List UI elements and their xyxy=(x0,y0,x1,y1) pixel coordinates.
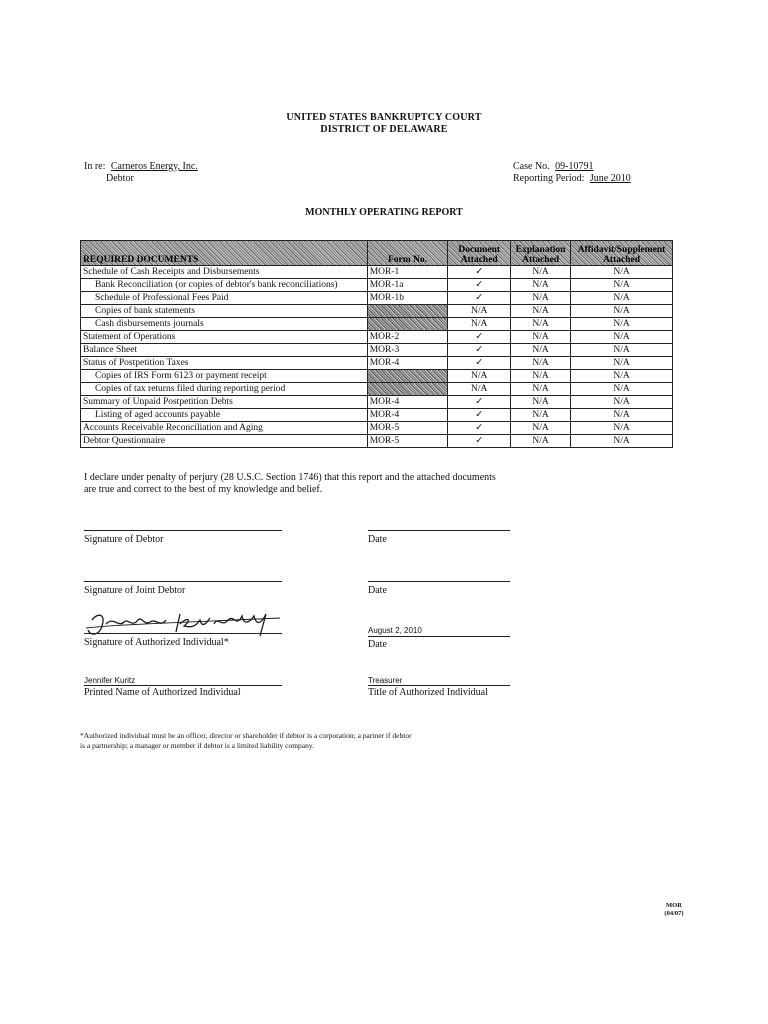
document-attached-cell: ✓ xyxy=(448,396,511,409)
header-document-attached: Document Attached xyxy=(448,241,511,266)
form-no-cell: MOR-3 xyxy=(367,344,448,357)
affidavit-attached-cell: N/A xyxy=(571,292,673,305)
document-name-cell: Copies of tax returns filed during reporting period xyxy=(81,383,368,396)
authorized-date-value: August 2, 2010 xyxy=(368,626,422,635)
reporting-period-value: June 2010 xyxy=(589,173,631,184)
document-attached-cell: ✓ xyxy=(448,292,511,305)
report-title: MONTHLY OPERATING REPORT xyxy=(305,207,463,218)
table-row xyxy=(81,266,673,279)
form-no-cell xyxy=(367,318,448,331)
document-name-cell: Bank Reconciliation (or copies of debtor's bank reconciliations) xyxy=(81,279,368,292)
declaration-line-1: I declare under penalty of perjury (28 U.S.C. Section 1746) that this report and the attached documents xyxy=(84,472,496,483)
printed-name-label: Printed Name of Authorized Individual xyxy=(84,687,241,698)
form-no-cell: MOR-4 xyxy=(367,396,448,409)
affidavit-attached-cell: N/A xyxy=(571,318,673,331)
document-attached-cell: ✓ xyxy=(448,279,511,292)
reporting-period-line xyxy=(513,173,639,185)
document-name-cell: Summary of Unpaid Postpetition Debts xyxy=(81,396,368,409)
joint-debtor-date-line xyxy=(368,581,510,582)
footnote-line-2: is a partnership; a manager or member if debtor is a limited liability company. xyxy=(80,741,315,750)
table-row xyxy=(81,305,673,318)
document-attached-cell: ✓ xyxy=(448,435,511,448)
form-no-cell: MOR-4 xyxy=(367,357,448,370)
in-re-line xyxy=(84,161,198,173)
table-row xyxy=(81,370,673,383)
table-row xyxy=(81,279,673,292)
table-row xyxy=(81,344,673,357)
authorized-date-label: Date xyxy=(368,639,387,650)
title-value: Treasurer xyxy=(368,676,403,685)
explanation-attached-cell: N/A xyxy=(511,305,571,318)
signature-of-authorized-individual-label: Signature of Authorized Individual* xyxy=(84,637,229,648)
authorized-signature-line xyxy=(84,633,282,634)
joint-debtor-signature-line xyxy=(84,581,282,582)
table-row xyxy=(81,318,673,331)
document-attached-cell: ✓ xyxy=(448,357,511,370)
affidavit-attached-cell: N/A xyxy=(571,383,673,396)
authorized-date-line xyxy=(368,636,510,637)
title-label: Title of Authorized Individual xyxy=(368,687,488,698)
document-name-cell: Status of Postpetition Taxes xyxy=(81,357,368,370)
document-name-cell: Copies of bank statements xyxy=(81,305,368,318)
document-name-cell: Listing of aged accounts payable xyxy=(81,409,368,422)
table-row xyxy=(81,435,673,448)
explanation-attached-cell: N/A xyxy=(511,409,571,422)
declaration-line-2: are true and correct to the best of my knowledge and belief. xyxy=(84,484,323,495)
court-district: DISTRICT OF DELAWARE xyxy=(320,124,448,135)
affidavit-attached-cell: N/A xyxy=(571,305,673,318)
signature-of-debtor-label: Signature of Debtor xyxy=(84,534,164,545)
case-number-line xyxy=(513,161,594,173)
document-attached-cell: ✓ xyxy=(448,409,511,422)
form-no-cell: MOR-1a xyxy=(367,279,448,292)
explanation-attached-cell: N/A xyxy=(511,383,571,396)
form-no-cell: MOR-4 xyxy=(367,409,448,422)
explanation-attached-cell: N/A xyxy=(511,370,571,383)
header-affidavit-attached: Affidavit/Supplement Attached xyxy=(571,241,673,266)
document-attached-cell: N/A xyxy=(448,318,511,331)
document-name-cell: Schedule of Professional Fees Paid xyxy=(81,292,368,305)
table-row xyxy=(81,383,673,396)
affidavit-attached-cell: N/A xyxy=(571,266,673,279)
affidavit-attached-cell: N/A xyxy=(571,396,673,409)
printed-name-value: Jennifer Kuritz xyxy=(84,676,136,685)
reporting-period-label: Reporting Period: xyxy=(513,173,585,184)
header-form-no: Form No. xyxy=(367,241,448,266)
document-name-cell: Balance Sheet xyxy=(81,344,368,357)
form-no-cell: MOR-2 xyxy=(367,331,448,344)
debtor-signature-line xyxy=(84,530,282,531)
affidavit-attached-cell: N/A xyxy=(571,422,673,435)
table-row xyxy=(81,396,673,409)
document-attached-cell: ✓ xyxy=(448,331,511,344)
affidavit-attached-cell: N/A xyxy=(571,370,673,383)
in-re-label: In re: xyxy=(84,161,106,172)
signature-of-joint-debtor-label: Signature of Joint Debtor xyxy=(84,585,186,596)
joint-debtor-date-label: Date xyxy=(368,585,387,596)
form-id: MOR (04/07) xyxy=(664,902,684,917)
title-line xyxy=(368,685,510,686)
header-explanation-attached: Explanation Attached xyxy=(511,241,571,266)
document-name-cell: Cash disbursements journals xyxy=(81,318,368,331)
form-no-cell xyxy=(367,383,448,396)
form-no-cell xyxy=(367,370,448,383)
required-documents-table xyxy=(80,240,673,448)
form-no-cell xyxy=(367,305,448,318)
affidavit-attached-cell: N/A xyxy=(571,409,673,422)
affidavit-attached-cell: N/A xyxy=(571,357,673,370)
document-attached-cell: ✓ xyxy=(448,344,511,357)
document-attached-cell: N/A xyxy=(448,305,511,318)
document-name-cell: Copies of IRS Form 6123 or payment receipt xyxy=(81,370,368,383)
document-attached-cell: N/A xyxy=(448,370,511,383)
explanation-attached-cell: N/A xyxy=(511,318,571,331)
explanation-attached-cell: N/A xyxy=(511,357,571,370)
table-row xyxy=(81,357,673,370)
affidavit-attached-cell: N/A xyxy=(571,435,673,448)
explanation-attached-cell: N/A xyxy=(511,292,571,305)
document-name-cell: Statement of Operations xyxy=(81,331,368,344)
explanation-attached-cell: N/A xyxy=(511,279,571,292)
explanation-attached-cell: N/A xyxy=(511,422,571,435)
form-no-cell: MOR-1 xyxy=(367,266,448,279)
debtor-name: Carneros Energy, Inc. xyxy=(110,161,198,172)
affidavit-attached-cell: N/A xyxy=(571,344,673,357)
printed-name-line xyxy=(84,685,282,686)
explanation-attached-cell: N/A xyxy=(511,396,571,409)
form-no-cell: MOR-5 xyxy=(367,422,448,435)
header-required-documents: REQUIRED DOCUMENTS xyxy=(81,241,368,266)
debtor-label: Debtor xyxy=(106,173,134,184)
explanation-attached-cell: N/A xyxy=(511,435,571,448)
affidavit-attached-cell: N/A xyxy=(571,279,673,292)
document-name-cell: Schedule of Cash Receipts and Disbursements xyxy=(81,266,368,279)
table-row xyxy=(81,331,673,344)
explanation-attached-cell: N/A xyxy=(511,266,571,279)
court-name: UNITED STATES BANKRUPTCY COURT xyxy=(286,112,482,123)
document-attached-cell: ✓ xyxy=(448,266,511,279)
affidavit-attached-cell: N/A xyxy=(571,331,673,344)
case-no-label: Case No. xyxy=(513,161,550,172)
table-row xyxy=(81,422,673,435)
table-body xyxy=(81,266,673,448)
case-no-value: 09-10791 xyxy=(555,161,594,172)
explanation-attached-cell: N/A xyxy=(511,344,571,357)
table-row xyxy=(81,292,673,305)
debtor-date-line xyxy=(368,530,510,531)
explanation-attached-cell: N/A xyxy=(511,331,571,344)
footnote-line-1: *Authorized individual must be an officer, director or shareholder if debtor is a corporation; a partner if debtor xyxy=(80,731,412,740)
document-attached-cell: N/A xyxy=(448,383,511,396)
form-no-cell: MOR-1b xyxy=(367,292,448,305)
debtor-date-label: Date xyxy=(368,534,387,545)
document-attached-cell: ✓ xyxy=(448,422,511,435)
document-name-cell: Accounts Receivable Reconciliation and Aging xyxy=(81,422,368,435)
form-no-cell: MOR-5 xyxy=(367,435,448,448)
document-name-cell: Debtor Questionnaire xyxy=(81,435,368,448)
table-row xyxy=(81,409,673,422)
table-header-row xyxy=(81,241,673,266)
